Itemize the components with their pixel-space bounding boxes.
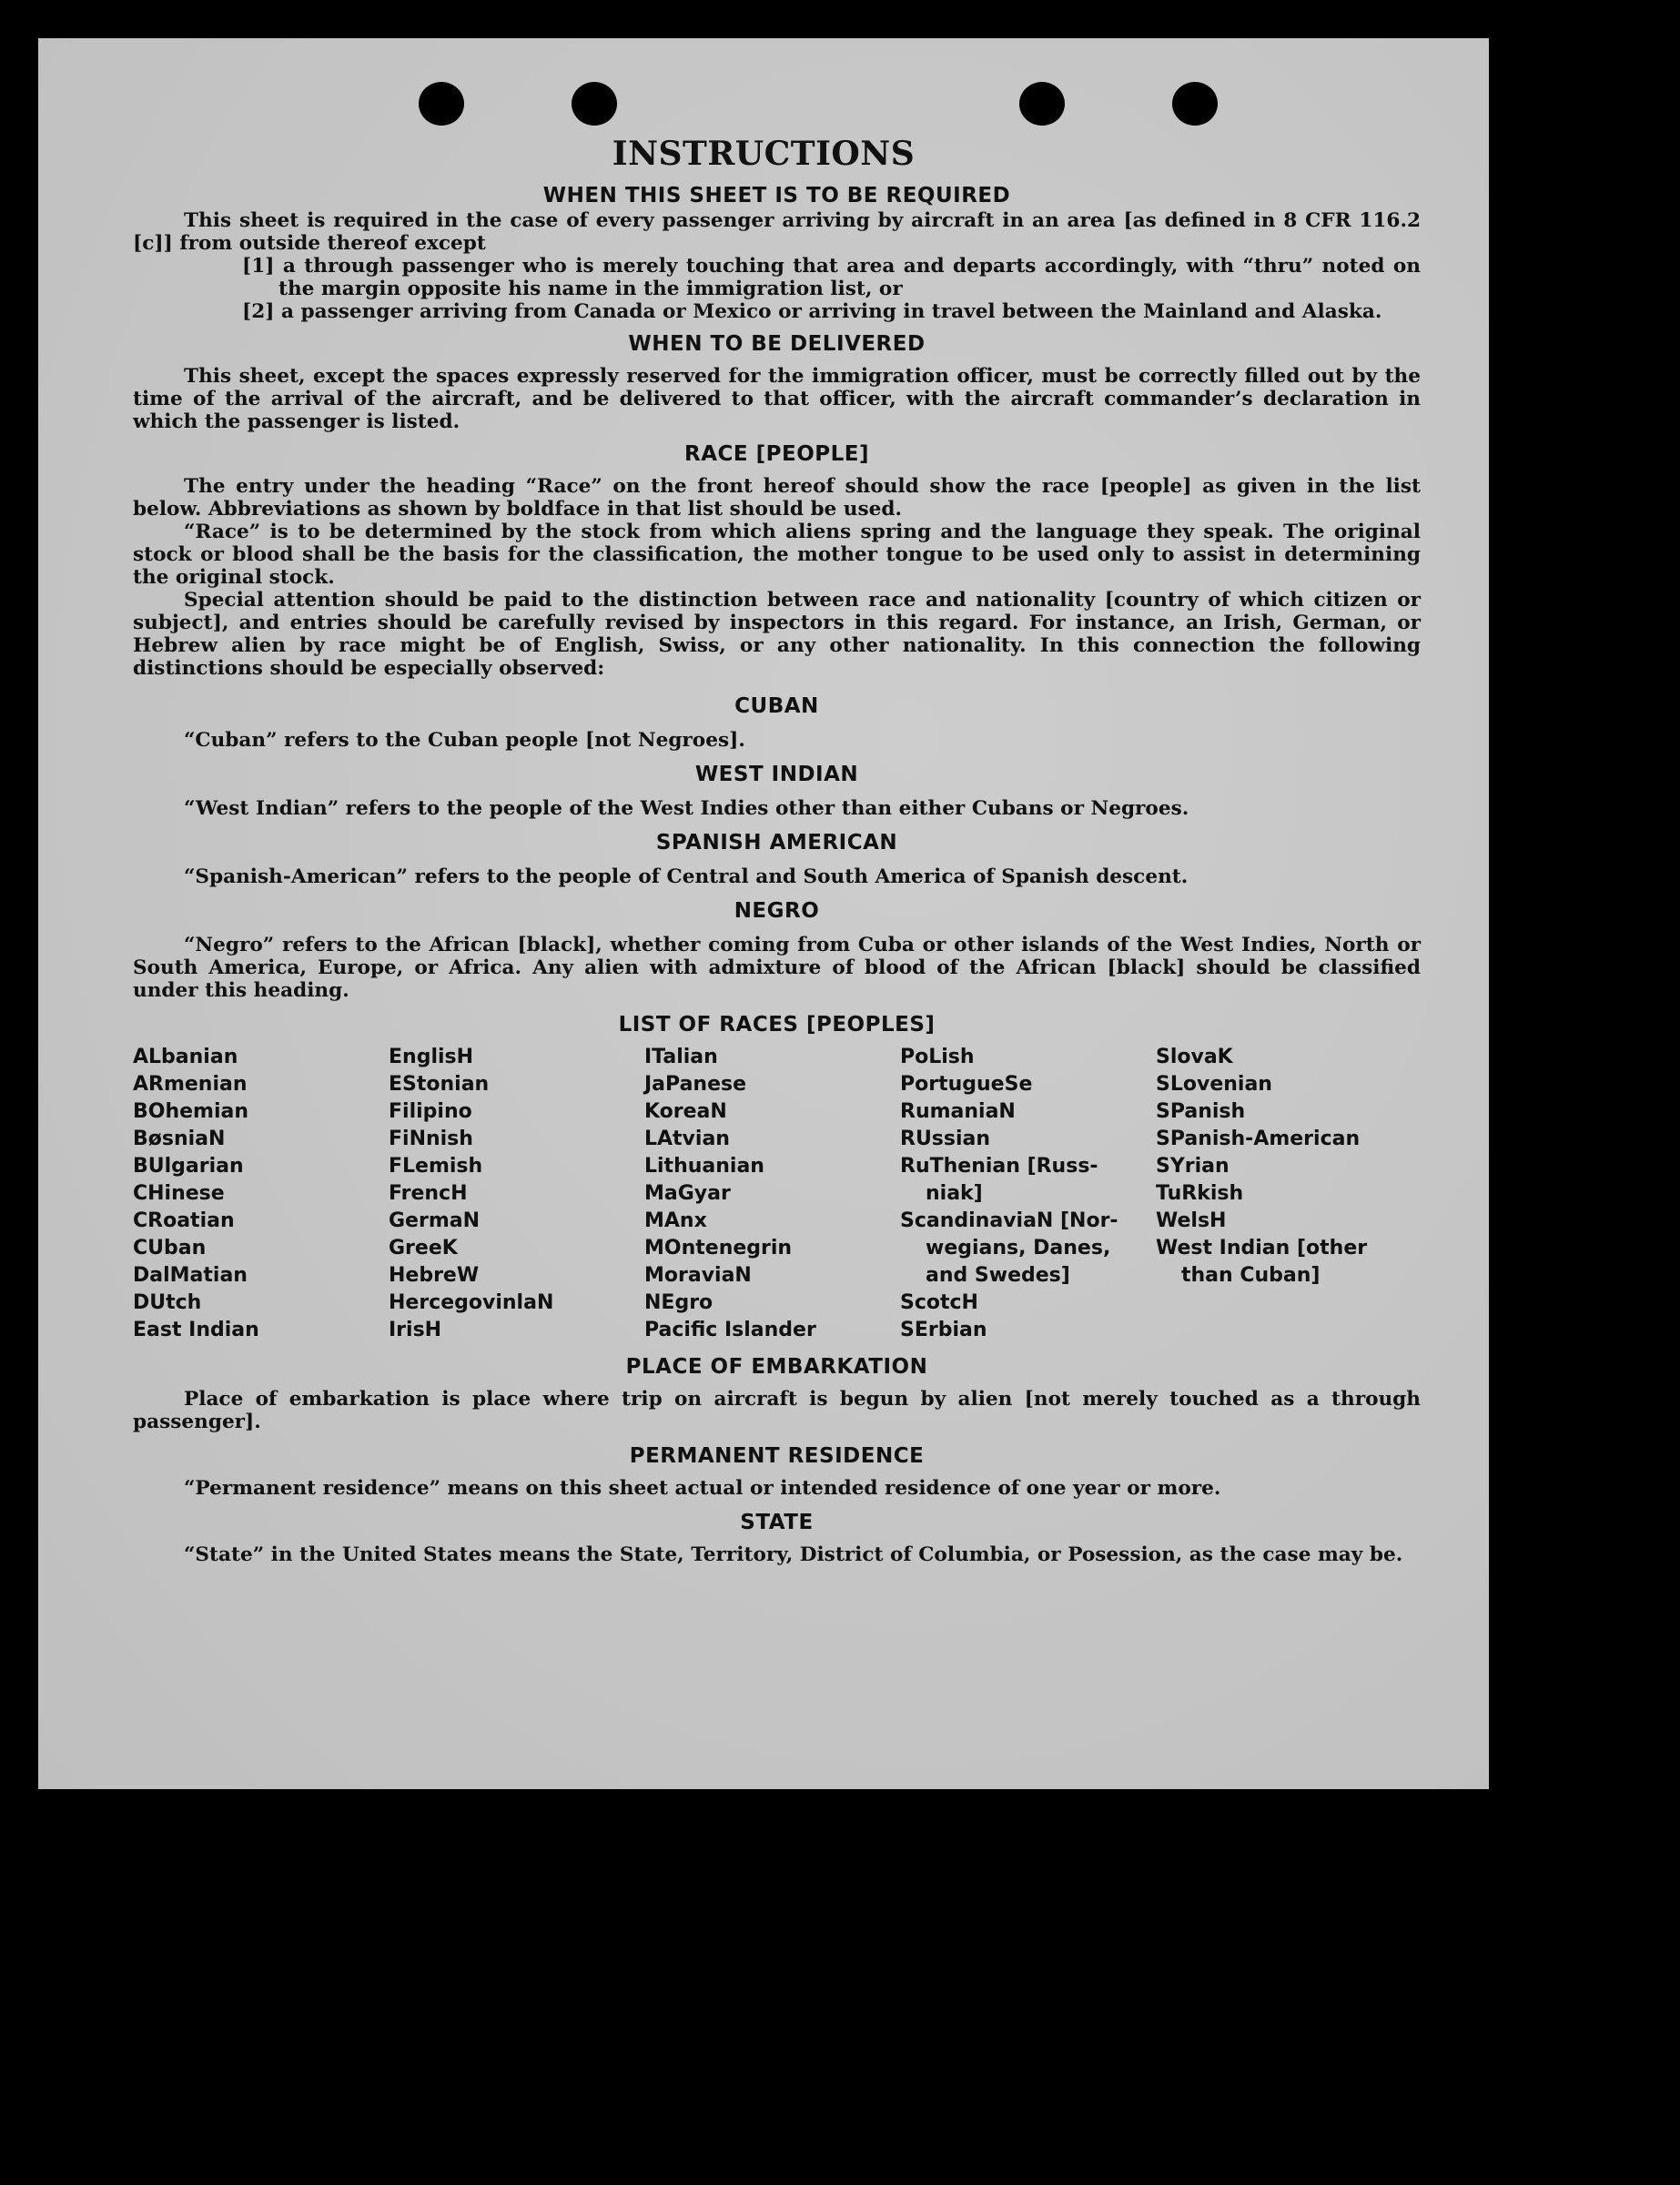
race-item: WelsH (1156, 1209, 1227, 1232)
punch-hole (1172, 82, 1218, 126)
race-item: EStonian (389, 1073, 490, 1096)
race-item: PoLish (900, 1046, 975, 1068)
race-item: Lithuanian (644, 1155, 764, 1178)
heading-when-delivered: WHEN TO BE DELIVERED (628, 332, 926, 356)
race-item: ARmenian (133, 1073, 248, 1096)
required-item-2: [2] a passenger arriving from Canada or Mexico or arriving in travel between the Mainland and Alaska. (242, 300, 1382, 323)
race-item: ITalian (644, 1046, 718, 1068)
race-item: GreeK (389, 1237, 458, 1259)
race-item: East Indian (133, 1319, 259, 1341)
race-item: SLovenian (1156, 1073, 1272, 1096)
document-sheet (38, 38, 1489, 1789)
heading-permanent-residence: PERMANENT RESIDENCE (629, 1444, 925, 1468)
race-item: GermaN (389, 1209, 481, 1232)
race-item: CHinese (133, 1182, 225, 1205)
heading-race: RACE [PEOPLE] (684, 442, 869, 466)
negro-text: “Negro” refers to the African [black], whether coming from Cuba or other islands of the West Indies, North or South America, Europe, or Africa. Any alien with admixture of blood of the African [black] should be classified under this heading. (133, 934, 1421, 1002)
race-item: JaPanese (644, 1073, 747, 1096)
race-paragraph-3: Special attention should be paid to the distinction between race and nationality [country of which citizen or subject], and entries should be carefully revised by inspectors in this regard. For instance, an Irish, German, or Hebrew alien by race might be of English, Swiss, or any other nationality. In this connection the following distinctions should be especially observed: (133, 589, 1421, 680)
race-item: ALbanian (133, 1046, 238, 1068)
state-text: “State” in the United States means the State, Territory, District of Columbia, or Posession, as the case may be. (184, 1543, 1403, 1566)
race-item: CRoatian (133, 1209, 235, 1232)
race-item: MAnx (644, 1209, 707, 1232)
race-item: West Indian [other (1156, 1237, 1368, 1259)
race-item: MoraviaN (644, 1264, 752, 1287)
race-item: TuRkish (1156, 1182, 1244, 1205)
race-item-continuation: than Cuban] (1181, 1264, 1321, 1287)
race-item: HebreW (389, 1264, 480, 1287)
race-item: HercegovinlaN (389, 1291, 554, 1314)
race-item-continuation: niak] (926, 1182, 983, 1205)
race-item: NEgro (644, 1291, 713, 1314)
race-item: FiNnish (389, 1128, 473, 1150)
race-item: BOhemian (133, 1100, 249, 1123)
required-item-1: [1] a through passenger who is merely touching that area and departs accordingly, with “thru” noted on the margin opposite his name in the immigration list, or (242, 255, 1421, 300)
race-item: RuThenian [Russ- (900, 1155, 1098, 1178)
page-title: INSTRUCTIONS (612, 135, 916, 173)
race-item: SlovaK (1156, 1046, 1233, 1068)
race-item: DalMatian (133, 1264, 248, 1287)
race-item: RumaniaN (900, 1100, 1016, 1123)
race-list (133, 1044, 1421, 1344)
heading-negro: NEGRO (734, 899, 820, 923)
embarkation-text: Place of embarkation is place where trip on aircraft is begun by alien [not merely touched as a through passenger]. (133, 1388, 1421, 1433)
race-column-4 (900, 1044, 1156, 1344)
instructions-body (133, 182, 1421, 1566)
race-item: Pacific Islander (644, 1319, 816, 1341)
spanish-american-text: “Spanish-American” refers to the people of Central and South America of Spanish descent. (184, 865, 1189, 888)
heading-spanish-american: SPANISH AMERICAN (655, 831, 898, 855)
race-item: ScandinaviaN [Nor- (900, 1209, 1118, 1232)
race-item-continuation: wegians, Danes, (926, 1237, 1111, 1259)
race-item: MaGyar (644, 1182, 731, 1205)
race-item: SPanish-American (1156, 1128, 1361, 1150)
heading-west-indian: WEST INDIAN (694, 763, 859, 786)
race-column-1 (133, 1044, 389, 1344)
race-item: SPanish (1156, 1100, 1246, 1123)
required-intro: This sheet is required in the case of every passenger arriving by aircraft in an area [as defined in 8 CFR 116.2 [c]] from outside thereof except (133, 209, 1421, 255)
race-paragraph-1: The entry under the heading “Race” on the front hereof should show the race [people] as given in the list below. Abbreviations as shown by boldface in that list should be used. (133, 475, 1421, 521)
race-item: CUban (133, 1237, 207, 1259)
race-item: BUlgarian (133, 1155, 244, 1178)
heading-embarkation: PLACE OF EMBARKATION (625, 1355, 928, 1379)
race-item: ScotcH (900, 1291, 978, 1314)
race-item: SYrian (1156, 1155, 1230, 1178)
race-column-3 (644, 1044, 900, 1344)
cuban-text: “Cuban” refers to the Cuban people [not Negroes]. (184, 729, 745, 752)
heading-state: STATE (740, 1511, 814, 1534)
race-item-continuation: and Swedes] (926, 1264, 1070, 1287)
race-item: Filipino (389, 1100, 472, 1123)
heading-cuban: CUBAN (734, 694, 819, 718)
race-item: KoreaN (644, 1100, 727, 1123)
race-paragraph-2: “Race” is to be determined by the stock from which aliens spring and the language they speak. The original stock or blood shall be the basis for the classification, the mother tongue to be used only to assist in determining the original stock. (133, 521, 1421, 589)
residence-text: “Permanent residence” means on this sheet actual or intended residence of one year or more. (184, 1477, 1221, 1500)
race-item: MOntenegrin (644, 1237, 793, 1259)
race-item: BøsniaN (133, 1128, 226, 1150)
heading-list-of-races: LIST OF RACES [PEOPLES] (618, 1013, 936, 1037)
race-item: DUtch (133, 1291, 202, 1314)
race-item: FLemish (389, 1155, 483, 1178)
punch-hole (419, 82, 464, 126)
race-item: RUssian (900, 1128, 991, 1150)
race-item: FrencH (389, 1182, 468, 1205)
race-item: IrisH (389, 1319, 442, 1341)
heading-when-required: WHEN THIS SHEET IS TO BE REQUIRED (542, 184, 1011, 207)
punch-hole (572, 82, 617, 126)
race-column-2 (389, 1044, 644, 1344)
west-indian-text: “West Indian” refers to the people of the West Indies other than either Cubans or Negroes. (184, 797, 1189, 820)
punch-hole (1019, 82, 1065, 126)
delivered-text: This sheet, except the spaces expressly reserved for the immigration officer, must be correctly filled out by the time of the arrival of the aircraft, and be delivered to that officer, with the aircraft commander’s declaration in which the passenger is listed. (133, 365, 1421, 433)
race-item: PortugueSe (900, 1073, 1033, 1096)
race-column-5 (1156, 1044, 1412, 1344)
race-item: LAtvian (644, 1128, 730, 1150)
race-item: EnglisH (389, 1046, 474, 1068)
race-item: SErbian (900, 1319, 987, 1341)
